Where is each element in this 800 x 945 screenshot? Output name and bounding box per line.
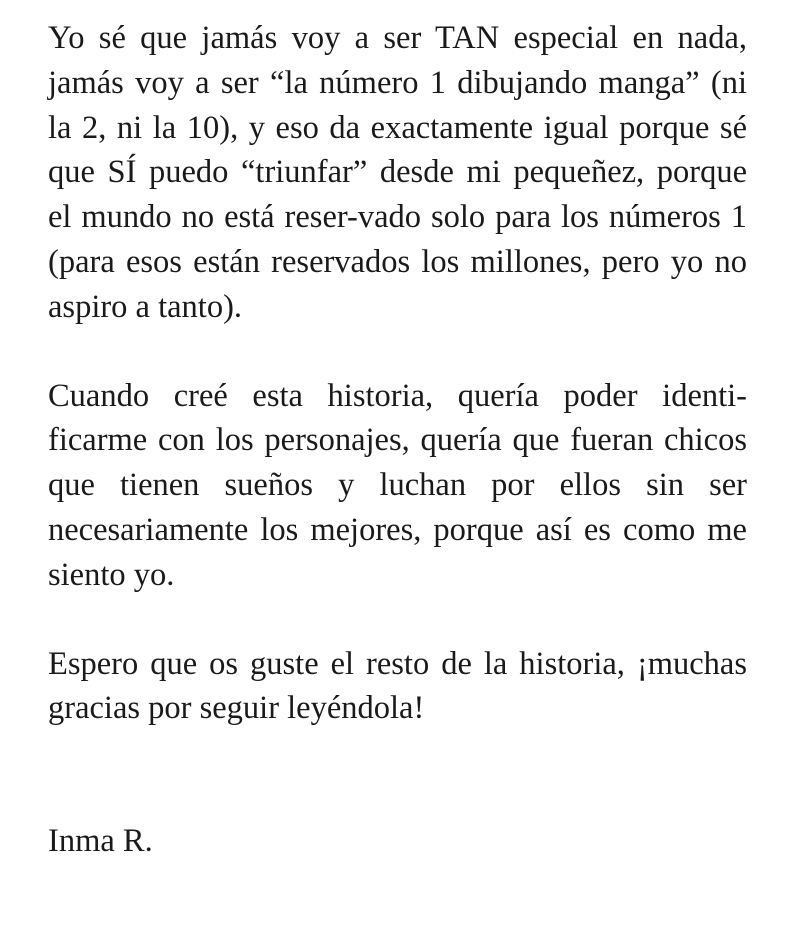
- paragraph-3: Espero que os guste el resto de la historia, ¡muchas gracias por seguir leyéndola!: [48, 645, 747, 727]
- author-signature: Inma R.: [48, 823, 153, 860]
- document-page: [48, 16, 747, 864]
- paragraph-1: Yo sé que jamás voy a ser TAN especial en nada, jamás voy a ser “la número 1 dibujando manga” (ni la 2, ni la 10), y eso da exactamente igual porque sé que SÍ puedo “triunfar” desde mi pequeñez, porque el mundo no está reser-vado solo para los números 1 (para esos están reservados los millones, pero yo no aspiro a tanto).: [48, 20, 747, 325]
- paragraph-2: Cuando creé esta historia, quería poder identi-ficarme con los personajes, quería que fueran chicos que tienen sueños y luchan por ellos sin ser necesariamente los mejores, porque así es como me siento yo.: [48, 377, 747, 593]
